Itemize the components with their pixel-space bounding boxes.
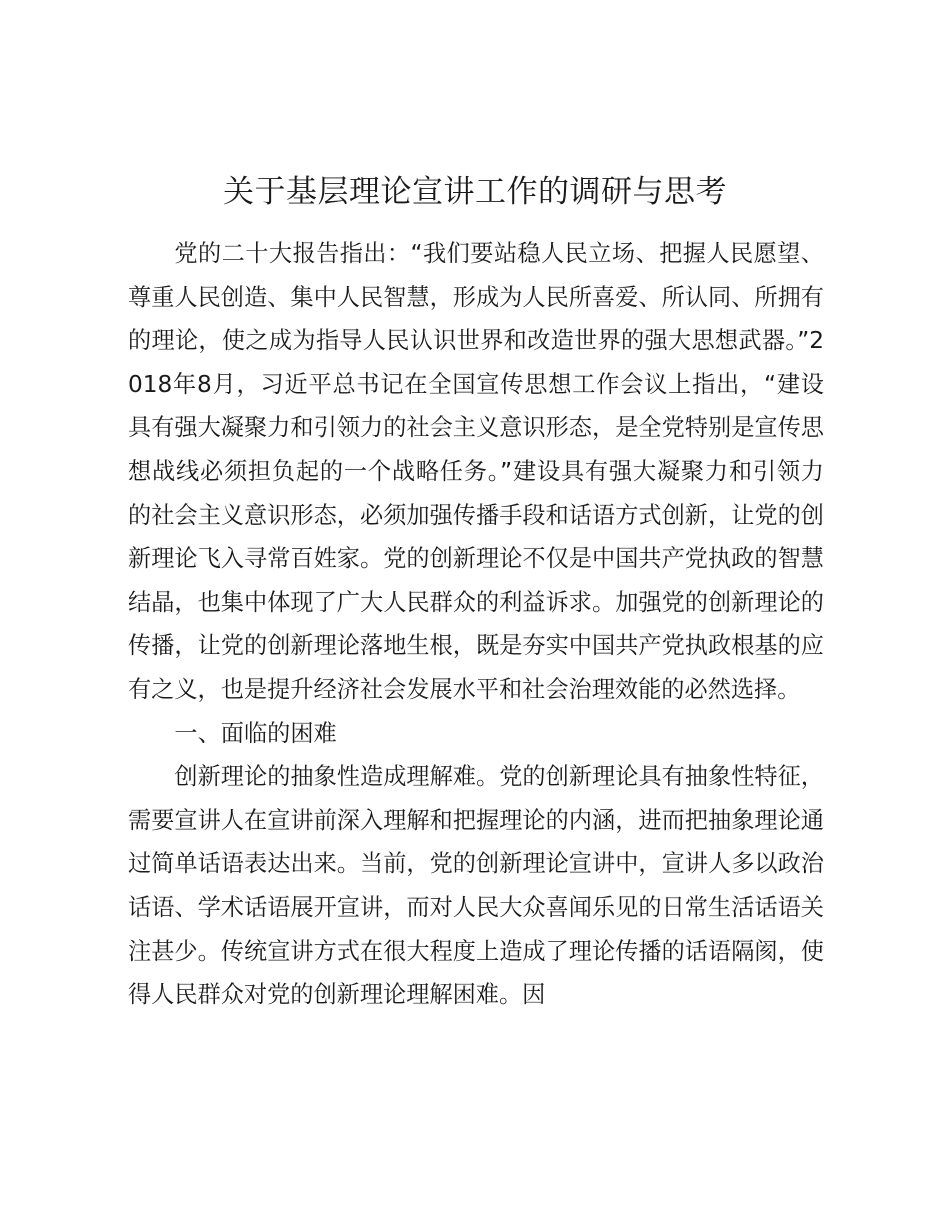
body-paragraph: 创新理论的抽象性造成理解难。党的创新理论具有抽象性特征，需要宣讲人在宣讲前深入理解和把握理论的内涵，进而把抽象理论通过简单话语表达出来。当前，党的创新理论宣讲中，宣讲人多以政治话语、学术话语展开宣讲，而对人民大众喜闻乐见的日常生活话语关注甚少。传统宣讲方式在很大程度上造成了理论传播的话语隔阂，使得人民群众对党的创新理论理解困难。因 (128, 763, 824, 1009)
intro-paragraph: 党的二十大报告指出：“我们要站稳人民立场、把握人民愿望、尊重人民创造、集中人民智慧，形成为人民所喜爱、所认同、所拥有的理论，使之成为指导人民认识世界和改造世界的强大思想武器。”2018年8月，习近平总书记在全国宣传思想工作会议上指出，“建设具有强大凝聚力和引领力的社会主义意识形态，是全党特别是宣传思想战线必须担负起的一个战略任务。”建设具有强大凝聚力和引领力的社会主义意识形态，必须加强传播手段和话语方式创新，让党的创新理论飞入寻常百姓家。党的创新理论不仅是中国共产党执政的智慧结晶，也集中体现了广大人民群众的利益诉求。加强党的创新理论的传播，让党的创新理论落地生根，既是夯实中国共产党执政根基的应有之义，也是提升经济社会发展水平和社会治理效能的必然选择。 (128, 240, 824, 703)
document-title: 关于基层理论宣讲工作的调研与思考 (223, 174, 727, 210)
section-heading: 一、面临的困难 (174, 719, 337, 747)
document-body (128, 232, 824, 1017)
